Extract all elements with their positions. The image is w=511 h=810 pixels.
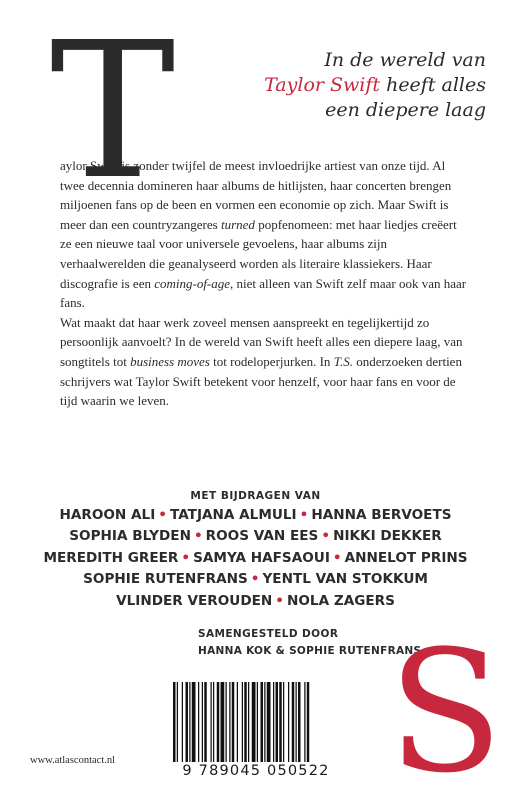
- contributors-row: [0, 505, 511, 526]
- barcode-bar: [177, 682, 178, 762]
- publisher-url: www.atlascontact.nl: [30, 755, 116, 766]
- barcode-bar: [186, 682, 189, 762]
- barcode-bar: [226, 682, 227, 762]
- barcode-bar: [204, 682, 207, 762]
- barcode-bar: [229, 682, 230, 762]
- contributor-name: VLINDER VEROUDEN: [116, 592, 273, 609]
- contributor-name: YENTL VAN STOKKUM: [262, 571, 428, 588]
- barcode-bar: [242, 682, 243, 762]
- barcode-bar: [288, 682, 289, 762]
- blurb-p2-italic-1: business moves: [130, 353, 210, 369]
- contributor-name: NOLA ZAGERS: [286, 592, 395, 609]
- blurb-p2-italic-2: T.S.: [333, 353, 353, 369]
- barcode: [164, 676, 348, 784]
- contributors-row: [0, 569, 511, 590]
- barcode-bar: [237, 682, 238, 762]
- blurb-p2-end: onderzoeken dertien schrijvers wat Taylor Swift betekent voor henzelf, voor haar fans en voor de tijd waarin we leven.: [60, 353, 462, 409]
- blurb-p2-mid: tot rodeloperjurken. In: [209, 353, 334, 369]
- blurb-p1-italic-2: coming-of-age: [154, 275, 231, 291]
- contributors-list: [0, 505, 511, 612]
- barcode-bar: [213, 682, 214, 762]
- blurb-p2-start: Wat maakt dat haar werk zoveel mensen aanspreekt en tegelijkertijd zo persoonlijk aanvoelt? In de wereld van Swift heeft alles een diepere laag, van songtitels tot: [60, 314, 463, 369]
- tagline-line1: In de wereld van: [324, 49, 486, 71]
- separator-dot: •: [158, 507, 167, 523]
- barcode-bar: [173, 682, 176, 762]
- blurb-p1-end: , niet alleen van Swift zelf maar ook van haar fans.: [60, 275, 467, 311]
- barcode-bar: [276, 682, 279, 762]
- publisher-logo: S: [388, 614, 504, 810]
- contributors-heading: MET BIJDRAGEN VAN: [190, 490, 321, 502]
- blurb-paragraph-2: [60, 313, 470, 411]
- separator-dot: •: [275, 592, 284, 609]
- contributors-row: [0, 548, 511, 569]
- barcode-bar: [248, 682, 249, 762]
- barcode-bar: [217, 682, 220, 762]
- tagline-line2: heeft alles: [386, 74, 486, 96]
- blurb-p1-italic-1: turned: [220, 216, 255, 232]
- blurb-paragraph-1: [60, 156, 470, 313]
- barcode-bar: [298, 682, 301, 762]
- barcode-bar: [307, 682, 310, 762]
- separator-dot: •: [193, 528, 203, 545]
- barcode-bar: [261, 682, 264, 762]
- barcode-bar: [198, 682, 199, 762]
- contributor-name: SOPHIA BLYDEN: [69, 528, 191, 545]
- barcode-bar: [189, 682, 190, 762]
- separator-dot: •: [181, 549, 191, 566]
- contributors-row: [0, 591, 511, 612]
- barcode-bars: [173, 682, 343, 762]
- barcode-bar: [296, 682, 297, 762]
- compiled-by-heading: SAMENGESTELD DOOR: [198, 628, 339, 640]
- contributor-name: ROOS VAN EES: [205, 528, 319, 545]
- contributor-name: SOPHIE RUTENFRANS: [83, 571, 248, 588]
- contributors-row: [0, 526, 511, 547]
- blurb-p1-mid: popfenomeen: met haar liedjes creëert ze een nieuwe taal voor universele gevoelens, haar albums zijn verhaalwerelden die geanalyseerd worden als literaire klassiekers. Haar discografie is een: [60, 216, 457, 291]
- barcode-bar: [292, 682, 295, 762]
- contributor-name: HAROON ALI: [59, 507, 156, 523]
- blurb-text: [60, 156, 470, 411]
- barcode-bar: [273, 682, 274, 762]
- barcode-bar: [202, 682, 203, 762]
- tagline-name: Taylor Swift: [264, 74, 381, 96]
- barcode-bar: [211, 682, 212, 762]
- barcode-bar: [192, 682, 196, 762]
- dropcap-letter: T: [50, 2, 176, 221]
- blurb-p1-lead: aylor Swift is zonder twijfel de meest invloedrijke artiest van onze tijd. Al twee decennia domineren haar albums de hitlijsten, haar concerten brengen miljoenen fans op de been en vormen een economie op zich. Maar Swift is meer dan een countryzangeres: [60, 158, 452, 232]
- tagline-line3: een diepere laag: [325, 99, 486, 121]
- contributor-name: SAMYA HAFSAOUI: [193, 549, 330, 566]
- barcode-bar: [244, 682, 247, 762]
- separator-dot: •: [299, 507, 309, 523]
- barcode-bar: [267, 682, 271, 762]
- separator-dot: •: [321, 528, 331, 545]
- barcode-bar: [221, 682, 225, 762]
- isbn-number: 9 789045 050522: [182, 763, 330, 779]
- contributor-name: NIKKI DEKKER: [333, 528, 442, 545]
- barcode-bar: [232, 682, 235, 762]
- separator-dot: •: [250, 571, 260, 588]
- barcode-bar: [264, 682, 265, 762]
- tagline: [210, 48, 486, 123]
- barcode-bar: [304, 682, 305, 762]
- contributor-name: HANNA BERVOETS: [311, 507, 452, 523]
- compiled-by-names: HANNA KOK & SOPHIE RUTENFRANS: [198, 645, 422, 657]
- barcode-bar: [283, 682, 284, 762]
- barcode-bar: [257, 682, 258, 762]
- contributor-name: ANNELOT PRINS: [344, 549, 468, 566]
- contributor-name: MEREDITH GREER: [43, 549, 179, 566]
- contributor-name: TATJANA ALMULI: [169, 507, 297, 523]
- barcode-bar: [182, 682, 183, 762]
- separator-dot: •: [332, 549, 342, 566]
- barcode-bar: [279, 682, 282, 762]
- barcode-bar: [252, 682, 256, 762]
